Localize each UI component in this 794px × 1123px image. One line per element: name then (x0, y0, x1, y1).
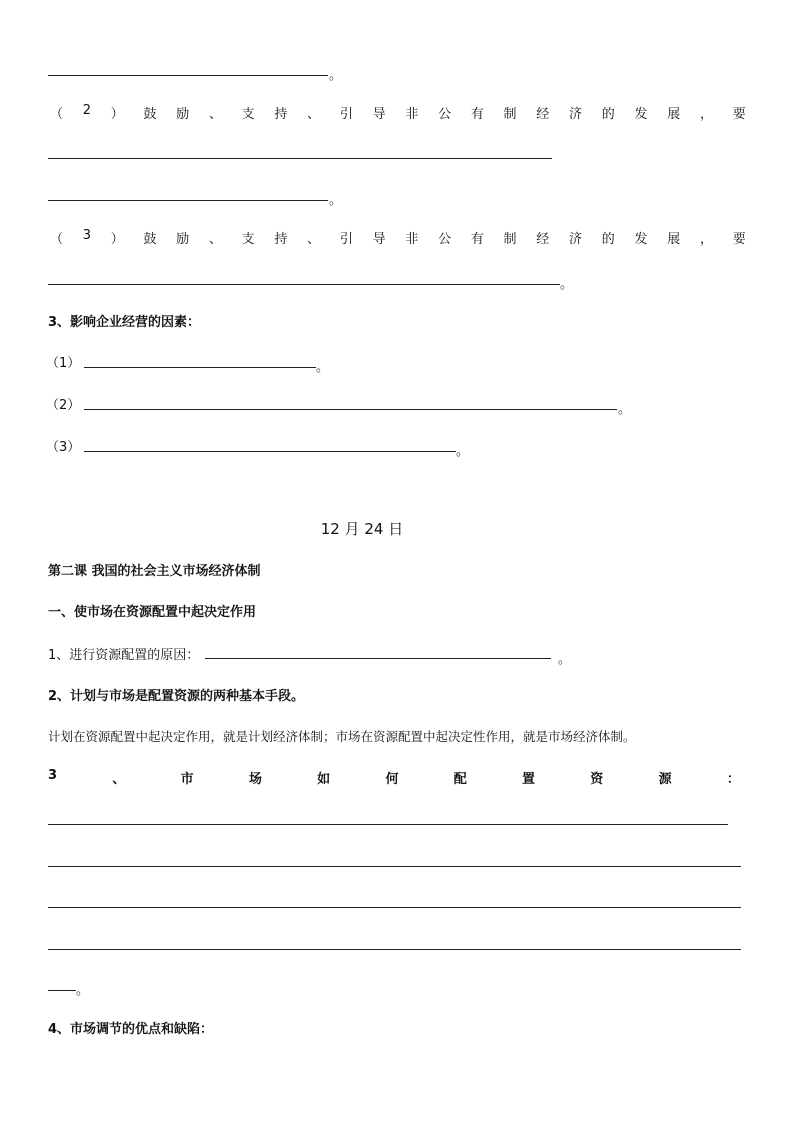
blank-line (84, 367, 316, 368)
statement-2-char: 励 (176, 107, 190, 122)
statement-2-char: 、 (307, 107, 321, 122)
blank-line (84, 451, 456, 452)
period: 。 (560, 277, 574, 292)
statement-3-char: ， (699, 232, 713, 247)
blank-line (48, 990, 76, 991)
statement-3-char: 济 (569, 232, 583, 247)
question-3-char: 资 (590, 772, 604, 787)
statement-2-char: ） (110, 107, 124, 122)
statement-3-char: 持 (274, 232, 288, 247)
period: 。 (558, 652, 572, 667)
item-2-label: （2） (46, 398, 81, 413)
question-2: 2、计划与市场是配置资源的两种基本手段。 (48, 689, 305, 704)
statement-2-char: 、 (208, 107, 222, 122)
statement-2-char: 非 (405, 107, 419, 122)
statement-3-char: 、 (208, 232, 222, 247)
statement-3-char: 制 (503, 232, 517, 247)
statement-3-char: 的 (601, 232, 615, 247)
question-3-char: 市 (180, 772, 194, 787)
statement-3-char: 励 (176, 232, 190, 247)
question-3-char: 何 (385, 772, 399, 787)
lesson-title: 第二课 我国的社会主义市场经济体制 (48, 564, 261, 579)
statement-2-char: 引 (339, 107, 353, 122)
statement-2-char: 导 (372, 107, 386, 122)
question-3-char: ： (726, 772, 740, 787)
item-1-label: （1） (46, 356, 81, 371)
statement-3-char: 有 (470, 232, 484, 247)
blank-line (48, 200, 328, 201)
statement-3-char: 3 (82, 228, 92, 243)
question-3-char: 置 (522, 772, 536, 787)
statement-2-char: 鼓 (143, 107, 157, 122)
statement-3-char: （ (50, 232, 64, 247)
question-3-char: 配 (453, 772, 467, 787)
blank-line (205, 658, 551, 659)
statement-2-char: 济 (569, 107, 583, 122)
blank-line (48, 824, 728, 825)
question-3 (48, 768, 740, 787)
statement-3-char: 导 (372, 232, 386, 247)
statement-2-char: 发 (634, 107, 648, 122)
statement-3-char: 发 (634, 232, 648, 247)
statement-2-char: 制 (503, 107, 517, 122)
blank-line (48, 284, 560, 285)
question-1: 1、进行资源配置的原因： (48, 648, 200, 663)
statement-2-char: 2 (82, 103, 92, 118)
statement-2-char: （ (50, 107, 64, 122)
question-3-char: 场 (248, 772, 262, 787)
statement-3-char: 要 (732, 232, 746, 247)
statement-2-char: 有 (470, 107, 484, 122)
statement-2-char: 经 (536, 107, 550, 122)
period: 。 (316, 360, 330, 375)
statement-2-char: 持 (274, 107, 288, 122)
period: 。 (329, 68, 343, 83)
blank-line (48, 949, 741, 950)
date-heading: 12 月 24 日 (320, 520, 404, 538)
statement-3-char: 鼓 (143, 232, 157, 247)
statement-3-char: 展 (667, 232, 681, 247)
statement-2-char: 要 (732, 107, 746, 122)
period: 。 (456, 444, 470, 459)
statement-3-char: 引 (339, 232, 353, 247)
statement-3-char: ） (110, 232, 124, 247)
part-1-title: 一、使市场在资源配置中起决定作用 (48, 605, 257, 620)
statement-2-char: 支 (241, 107, 255, 122)
question-4: 4、市场调节的优点和缺陷： (48, 1022, 214, 1037)
blank-line (48, 75, 328, 76)
question-3-char: 源 (658, 772, 672, 787)
statement-2-char: 展 (667, 107, 681, 122)
statement-3 (50, 228, 746, 247)
period: 。 (329, 193, 343, 208)
statement-3-char: 经 (536, 232, 550, 247)
period: 。 (618, 402, 632, 417)
section-3-heading: 3、影响企业经营的因素： (48, 315, 201, 330)
blank-line (48, 866, 741, 867)
question-3-char: 、 (112, 772, 126, 787)
statement-3-char: 公 (438, 232, 452, 247)
statement-2-char: 公 (438, 107, 452, 122)
statement-2-char: ， (699, 107, 713, 122)
statement-3-char: 非 (405, 232, 419, 247)
period: 。 (76, 983, 90, 998)
item-3-label: （3） (46, 440, 81, 455)
blank-line (84, 409, 617, 410)
question-3-char: 3 (48, 768, 58, 783)
statement-2-char: 的 (601, 107, 615, 122)
statement-3-char: 支 (241, 232, 255, 247)
question-2-body: 计划在资源配置中起决定作用，就是计划经济体制；市场在资源配置中起决定性作用，就是市场经济体制。 (48, 729, 636, 744)
blank-line (48, 907, 741, 908)
statement-2 (50, 103, 746, 122)
blank-line (48, 158, 552, 159)
statement-3-char: 、 (307, 232, 321, 247)
question-3-char: 如 (317, 772, 331, 787)
